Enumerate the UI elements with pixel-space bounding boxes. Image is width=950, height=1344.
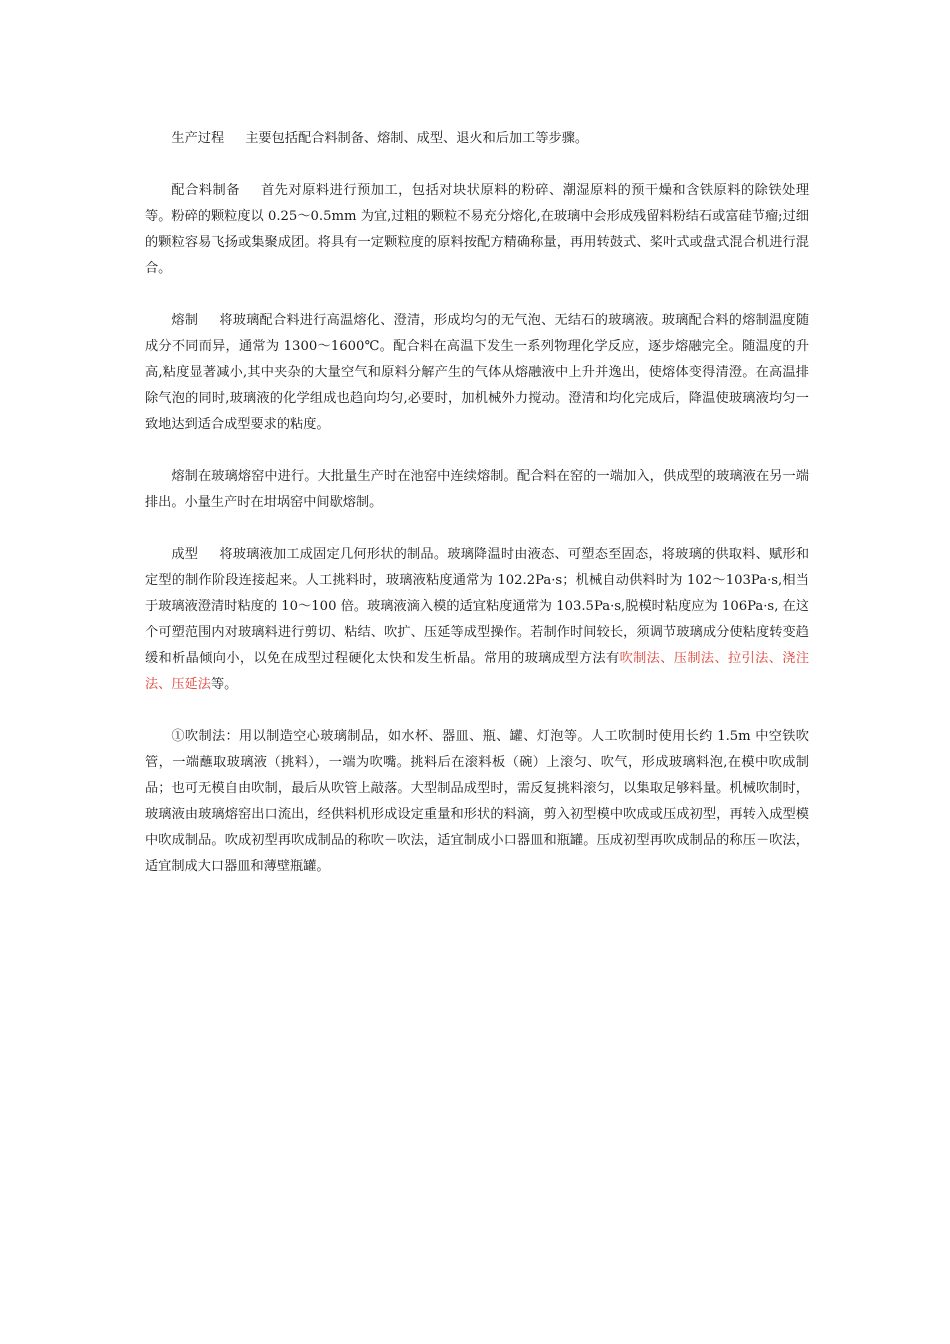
paragraph-text: 首先对原料进行预加工，包括对块状原料的粉碎、潮湿原料的预干燥和含铁原料的除铁处理等。粉碎的颗粒度以 0.25～0.5mm 为宜,过粗的颗粒不易充分熔化,在玻璃中会形成残留料粉结石或富硅节瘤;过细的颗粒容易飞扬或集聚成团。将具有一定颗粒度的原料按配方精确称量，再用转鼓式、桨叶式或盘式混合机进行混合。 (145, 183, 810, 276)
paragraph-melting (145, 308, 809, 438)
paragraph-text: ①吹制法：用以制造空心玻璃制品，如水杯、器皿、瓶、罐、灯泡等。人工吹制时使用长约 1.5m 中空铁吹管，一端蘸取玻璃液（挑料），一端为吹嘴。挑料后在滚料板（碗）上滚匀、吹气，形成玻璃料泡,在模中吹成制品；也可无模自由吹制，最后从吹管上敲落。大型制品成型时，需反复挑料滚匀，以集取足够料量。机械吹制时，玻璃液由玻璃熔窑出口流出，经供料机形成设定重量和形状的料滴，剪入初型模中吹成或压成初型，再转入成型模中吹成制品。吹成初型再吹成制品的称吹－吹法，适宜制成小口器皿和瓶罐。压成初型再吹成制品的称压－吹法，适宜制成大口器皿和薄壁瓶罐。 (145, 729, 809, 874)
paragraph-blowing-method (145, 724, 809, 880)
paragraph-forming (145, 542, 809, 698)
paragraph-text-tail: 等。 (210, 677, 238, 692)
paragraph-text: 熔制在玻璃熔窑中进行。大批量生产时在池窑中连续熔制。配合料在窑的一端加入，供成型的玻璃液在另一端排出。小量生产时在坩埚窑中间歇熔制。 (145, 469, 809, 510)
term-production-process: 生产过程 (171, 131, 225, 146)
paragraph-text: 主要包括配合料制备、熔制、成型、退火和后加工等步骤。 (245, 131, 589, 146)
paragraph-text: 将玻璃液加工成固定几何形状的制品。玻璃降温时由液态、可塑态至固态，将玻璃的供取料、赋形和定型的制作阶段连接起来。人工挑料时，玻璃液粘度通常为 102.2Pa·s；机械自动供料时为 102～103Pa·s,相当于玻璃液澄清时粘度的 10～100 倍。玻璃液滴入模的适宜粘度通常为 103.5Pa·s,脱模时粘度应为 106Pa·s, 在这个可塑范围内对玻璃料进行剪切、粘结、吹扩、压延等成型操作。若制作时间较长，须调节玻璃成分使粘度转变趋缓和析晶倾向小，以免在成型过程硬化太快和发生析晶。常用的玻璃成型方法有 (145, 547, 810, 666)
term-batch-preparation: 配合料制备 (171, 183, 240, 198)
paragraph-production-process (145, 126, 809, 152)
document-body (145, 126, 809, 906)
paragraph-text: 将玻璃配合料进行高温熔化、澄清，形成均匀的无气泡、无结石的玻璃液。玻璃配合料的熔制温度随成分不同而异，通常为 1300～1600℃。配合料在高温下发生一系列物理化学反应，逐步熔融完全。随温度的升高,粘度显著减小,其中夹杂的大量空气和原料分解产生的气体从熔融液中上升并逸出，使熔体变得清澄。在高温排除气泡的同时,玻璃液的化学组成也趋向均匀,必要时，加机械外力搅动。澄清和均化完成后，降温使玻璃液均匀一致地达到适合成型要求的粘度。 (145, 313, 810, 432)
term-forming: 成型 (171, 547, 199, 562)
paragraph-batch-preparation (145, 178, 809, 282)
highlighted-forming-methods: 吹制法、压制法、拉引法、浇注法、压延法 (145, 651, 810, 692)
paragraph-melting-furnace (145, 464, 809, 516)
term-melting: 熔制 (171, 313, 199, 328)
